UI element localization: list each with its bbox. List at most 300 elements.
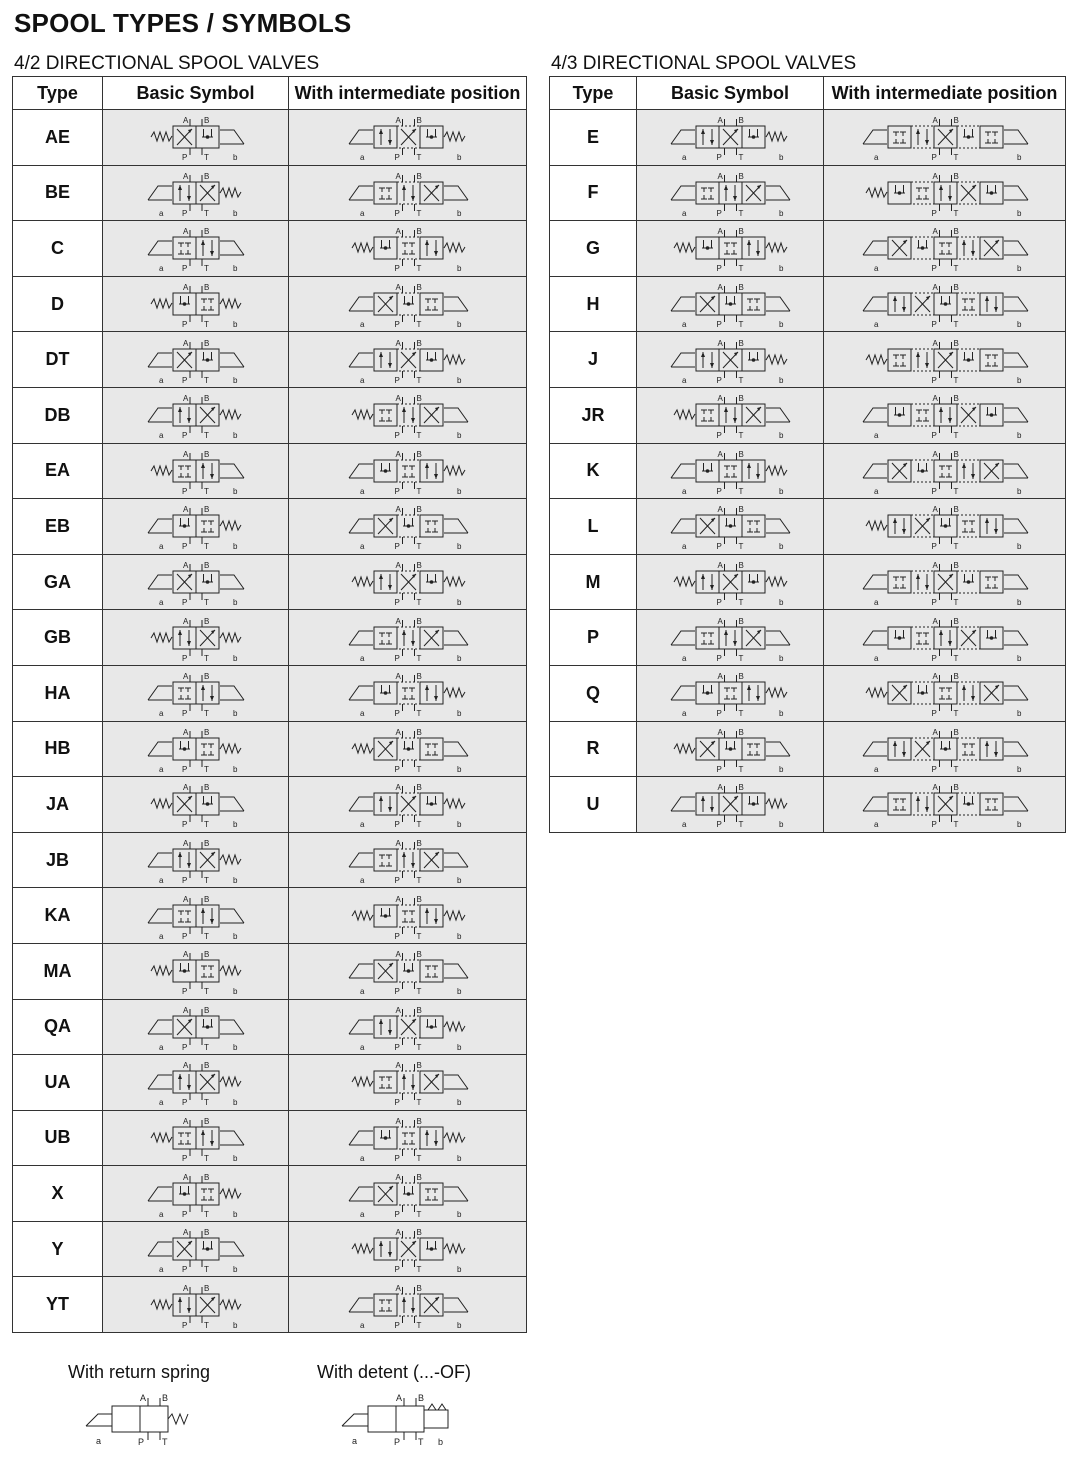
- basic-symbol-cell: [103, 1221, 289, 1277]
- return-spring-symbol-icon: [82, 1390, 202, 1450]
- svg-text:b: b: [456, 320, 461, 330]
- valve-symbol-icon: [827, 556, 1063, 608]
- svg-text:a: a: [359, 375, 364, 385]
- svg-text:b: b: [456, 153, 461, 163]
- svg-text:A: A: [932, 283, 938, 293]
- table-row: [13, 387, 527, 443]
- svg-text:B: B: [416, 449, 422, 459]
- basic-symbol-cell: [637, 165, 824, 221]
- svg-text:T: T: [416, 931, 421, 941]
- svg-text:P: P: [931, 320, 937, 330]
- svg-text:A: A: [182, 338, 188, 348]
- svg-text:B: B: [203, 449, 209, 459]
- intermediate-symbol-cell: [289, 999, 527, 1055]
- svg-text:b: b: [232, 709, 237, 719]
- legend-detent-label: With detent (...-OF): [317, 1362, 472, 1382]
- svg-text:P: P: [716, 375, 722, 385]
- svg-text:T: T: [416, 598, 421, 608]
- table-row: [550, 721, 1066, 777]
- svg-text:b: b: [232, 320, 237, 330]
- table-row: [13, 610, 527, 666]
- svg-text:a: a: [359, 208, 364, 218]
- svg-text:T: T: [738, 542, 744, 552]
- svg-text:b: b: [232, 931, 237, 941]
- spool-type-label: GA: [13, 554, 103, 610]
- valve-symbol-icon: [293, 167, 523, 219]
- valve-symbol-icon: [293, 1112, 523, 1164]
- basic-symbol-cell: [103, 276, 289, 332]
- svg-text:a: a: [873, 598, 878, 608]
- basic-symbol-cell: [103, 721, 289, 777]
- svg-text:A: A: [932, 672, 938, 682]
- svg-text:b: b: [456, 1098, 461, 1108]
- svg-text:b: b: [232, 208, 237, 218]
- svg-text:B: B: [203, 116, 209, 126]
- valve-symbol-icon: [106, 945, 286, 997]
- valve-symbol-icon: [293, 1279, 523, 1331]
- svg-text:a: a: [158, 598, 163, 608]
- svg-text:b: b: [456, 542, 461, 552]
- spool-type-label: HA: [13, 665, 103, 721]
- svg-text:B: B: [953, 394, 959, 404]
- svg-text:P: P: [716, 598, 722, 608]
- svg-text:b: b: [232, 431, 237, 441]
- svg-text:B: B: [416, 1005, 422, 1015]
- svg-text:b: b: [1016, 542, 1021, 552]
- svg-text:A: A: [395, 505, 401, 515]
- svg-text:b: b: [1016, 486, 1021, 496]
- svg-text:T: T: [203, 375, 209, 385]
- valve-symbol-icon: [106, 1001, 286, 1053]
- svg-text:B: B: [203, 283, 209, 293]
- basic-symbol-cell: [103, 665, 289, 721]
- svg-text:b: b: [1016, 709, 1021, 719]
- svg-text:a: a: [359, 1209, 364, 1219]
- svg-text:B: B: [416, 1172, 422, 1182]
- svg-text:a: a: [359, 153, 364, 163]
- svg-text:A: A: [932, 171, 938, 181]
- svg-text:a: a: [158, 709, 163, 719]
- svg-text:b: b: [456, 208, 461, 218]
- valve-symbol-icon: [827, 334, 1063, 386]
- intermediate-symbol-cell: [289, 276, 527, 332]
- svg-text:P: P: [394, 264, 400, 274]
- svg-text:b: b: [232, 653, 237, 663]
- svg-text:b: b: [232, 764, 237, 774]
- svg-text:B: B: [953, 449, 959, 459]
- svg-text:T: T: [416, 208, 421, 218]
- svg-text:T: T: [738, 820, 744, 830]
- svg-text:B: B: [416, 839, 422, 849]
- svg-text:b: b: [1016, 153, 1021, 163]
- svg-text:A: A: [395, 561, 401, 571]
- svg-text:A: A: [717, 171, 723, 181]
- svg-text:P: P: [716, 820, 722, 830]
- valve-symbol-icon: [640, 222, 820, 274]
- svg-text:b: b: [1016, 320, 1021, 330]
- svg-text:T: T: [953, 542, 958, 552]
- svg-text:P: P: [394, 764, 400, 774]
- svg-text:B: B: [203, 616, 209, 626]
- svg-text:B: B: [738, 394, 744, 404]
- table-row: [13, 332, 527, 388]
- svg-text:B: B: [203, 1283, 209, 1293]
- svg-text:A: A: [932, 616, 938, 626]
- svg-text:b: b: [456, 598, 461, 608]
- svg-text:B: B: [203, 1228, 209, 1238]
- svg-text:P: P: [394, 486, 400, 496]
- svg-text:P: P: [931, 820, 937, 830]
- valve-symbol-icon: [827, 111, 1063, 163]
- section-title-4-3: 4/3 DIRECTIONAL SPOOL VALVES: [551, 53, 857, 74]
- table-4-2-spool-valves: [12, 76, 527, 1333]
- svg-text:b: b: [456, 764, 461, 774]
- svg-text:a: a: [359, 1153, 364, 1163]
- valve-symbol-icon: [106, 167, 286, 219]
- svg-text:T: T: [203, 820, 209, 830]
- svg-text:B: B: [416, 727, 422, 737]
- basic-symbol-cell: [637, 554, 824, 610]
- valve-symbol-icon: [640, 667, 820, 719]
- basic-symbol-cell: [103, 387, 289, 443]
- svg-text:B: B: [203, 672, 209, 682]
- svg-text:P: P: [394, 1437, 401, 1447]
- svg-text:b: b: [232, 542, 237, 552]
- svg-text:b: b: [1016, 264, 1021, 274]
- svg-text:A: A: [717, 616, 723, 626]
- svg-text:B: B: [203, 1172, 209, 1182]
- svg-text:A: A: [717, 561, 723, 571]
- valve-symbol-icon: [640, 500, 820, 552]
- basic-symbol-cell: [637, 276, 824, 332]
- svg-text:a: a: [158, 208, 163, 218]
- svg-text:T: T: [416, 653, 421, 663]
- svg-text:T: T: [416, 1265, 421, 1275]
- valve-symbol-icon: [106, 778, 286, 830]
- basic-symbol-cell: [103, 1055, 289, 1111]
- svg-text:A: A: [395, 839, 401, 849]
- svg-text:B: B: [203, 839, 209, 849]
- intermediate-symbol-cell: [289, 110, 527, 166]
- svg-text:A: A: [932, 227, 938, 237]
- svg-text:B: B: [953, 116, 959, 126]
- header-intermediate-position: With intermediate position: [289, 77, 527, 110]
- svg-text:b: b: [232, 1209, 237, 1219]
- table-row: [13, 888, 527, 944]
- svg-text:A: A: [182, 394, 188, 404]
- table-row: [550, 499, 1066, 555]
- svg-text:A: A: [182, 950, 188, 960]
- svg-text:P: P: [716, 486, 722, 496]
- svg-text:P: P: [394, 1098, 400, 1108]
- svg-text:P: P: [394, 876, 400, 886]
- svg-text:T: T: [203, 486, 209, 496]
- basic-symbol-cell: [103, 221, 289, 277]
- valve-symbol-icon: [106, 1279, 286, 1331]
- svg-text:B: B: [953, 783, 959, 793]
- svg-text:T: T: [953, 598, 958, 608]
- valve-symbol-icon: [640, 556, 820, 608]
- svg-text:B: B: [162, 1393, 169, 1403]
- svg-text:P: P: [181, 987, 187, 997]
- svg-text:T: T: [203, 653, 209, 663]
- svg-text:B: B: [416, 783, 422, 793]
- svg-text:A: A: [182, 227, 188, 237]
- svg-text:P: P: [931, 208, 937, 218]
- basic-symbol-cell: [103, 777, 289, 833]
- valve-symbol-icon: [106, 389, 286, 441]
- svg-text:P: P: [181, 1153, 187, 1163]
- svg-text:a: a: [359, 486, 364, 496]
- svg-text:b: b: [779, 542, 784, 552]
- svg-text:b: b: [232, 153, 237, 163]
- svg-text:b: b: [1016, 375, 1021, 385]
- svg-text:B: B: [416, 672, 422, 682]
- svg-text:A: A: [395, 672, 401, 682]
- svg-text:B: B: [203, 1116, 209, 1126]
- intermediate-symbol-cell: [289, 332, 527, 388]
- svg-text:T: T: [953, 653, 958, 663]
- svg-text:A: A: [182, 449, 188, 459]
- svg-text:b: b: [779, 598, 784, 608]
- valve-symbol-icon: [827, 167, 1063, 219]
- intermediate-symbol-cell: [289, 554, 527, 610]
- svg-text:P: P: [716, 264, 722, 274]
- basic-symbol-cell: [637, 721, 824, 777]
- table-row: [550, 165, 1066, 221]
- svg-text:a: a: [873, 820, 878, 830]
- valve-symbol-icon: [106, 834, 286, 886]
- svg-text:A: A: [395, 283, 401, 293]
- table-row: [550, 554, 1066, 610]
- svg-text:A: A: [717, 338, 723, 348]
- svg-text:T: T: [203, 987, 209, 997]
- svg-text:B: B: [203, 505, 209, 515]
- svg-text:B: B: [953, 171, 959, 181]
- svg-text:b: b: [456, 1042, 461, 1052]
- svg-text:b: b: [1016, 208, 1021, 218]
- basic-symbol-cell: [637, 443, 824, 499]
- svg-text:P: P: [394, 208, 400, 218]
- table-row: [13, 999, 527, 1055]
- table-row: [13, 1055, 527, 1111]
- svg-text:T: T: [416, 153, 421, 163]
- svg-text:P: P: [716, 653, 722, 663]
- basic-symbol-cell: [103, 610, 289, 666]
- svg-text:B: B: [416, 394, 422, 404]
- svg-text:B: B: [738, 561, 744, 571]
- valve-symbol-icon: [640, 445, 820, 497]
- svg-text:B: B: [416, 1283, 422, 1293]
- intermediate-symbol-cell: [824, 665, 1066, 721]
- svg-text:T: T: [203, 1153, 209, 1163]
- basic-symbol-cell: [637, 221, 824, 277]
- valve-symbol-icon: [827, 612, 1063, 664]
- svg-text:T: T: [203, 320, 209, 330]
- svg-text:a: a: [682, 486, 687, 496]
- svg-text:b: b: [456, 264, 461, 274]
- svg-text:b: b: [1016, 431, 1021, 441]
- intermediate-symbol-cell: [289, 1055, 527, 1111]
- svg-text:B: B: [953, 616, 959, 626]
- svg-text:b: b: [779, 709, 784, 719]
- svg-text:B: B: [953, 727, 959, 737]
- svg-text:B: B: [416, 950, 422, 960]
- valve-symbol-icon: [640, 334, 820, 386]
- svg-text:P: P: [931, 542, 937, 552]
- svg-text:a: a: [682, 375, 687, 385]
- spool-type-label: P: [550, 610, 637, 666]
- svg-text:b: b: [232, 1098, 237, 1108]
- svg-text:P: P: [931, 264, 937, 274]
- svg-text:a: a: [158, 431, 163, 441]
- svg-text:A: A: [396, 1393, 403, 1403]
- valve-symbol-icon: [106, 556, 286, 608]
- intermediate-symbol-cell: [289, 610, 527, 666]
- svg-text:b: b: [1016, 764, 1021, 774]
- svg-text:T: T: [738, 264, 744, 274]
- valve-symbol-icon: [293, 667, 523, 719]
- svg-text:a: a: [158, 931, 163, 941]
- valve-symbol-icon: [293, 834, 523, 886]
- svg-text:b: b: [779, 320, 784, 330]
- svg-text:P: P: [181, 1042, 187, 1052]
- svg-text:a: a: [682, 153, 687, 163]
- svg-text:b: b: [456, 931, 461, 941]
- svg-text:b: b: [456, 375, 461, 385]
- spool-type-label: L: [550, 499, 637, 555]
- svg-text:P: P: [181, 876, 187, 886]
- svg-text:a: a: [359, 320, 364, 330]
- svg-text:A: A: [932, 505, 938, 515]
- spool-type-label: UA: [13, 1055, 103, 1111]
- svg-text:A: A: [717, 672, 723, 682]
- intermediate-symbol-cell: [289, 777, 527, 833]
- valve-symbol-icon: [106, 222, 286, 274]
- svg-text:T: T: [738, 208, 744, 218]
- svg-text:b: b: [779, 153, 784, 163]
- valve-symbol-icon: [827, 222, 1063, 274]
- intermediate-symbol-cell: [289, 1166, 527, 1222]
- table-row: [13, 721, 527, 777]
- svg-text:P: P: [181, 820, 187, 830]
- spool-type-label: H: [550, 276, 637, 332]
- table-row: [13, 499, 527, 555]
- svg-text:B: B: [738, 505, 744, 515]
- svg-text:T: T: [203, 153, 209, 163]
- svg-text:B: B: [738, 449, 744, 459]
- svg-text:a: a: [96, 1436, 102, 1446]
- intermediate-symbol-cell: [824, 554, 1066, 610]
- valve-symbol-icon: [827, 667, 1063, 719]
- svg-text:T: T: [416, 264, 421, 274]
- spool-type-label: MA: [13, 943, 103, 999]
- svg-text:T: T: [953, 486, 958, 496]
- svg-text:a: a: [682, 820, 687, 830]
- svg-text:P: P: [394, 1209, 400, 1219]
- valve-symbol-icon: [640, 389, 820, 441]
- svg-text:b: b: [1016, 820, 1021, 830]
- svg-text:T: T: [203, 542, 209, 552]
- svg-text:A: A: [182, 1172, 188, 1182]
- svg-text:B: B: [738, 616, 744, 626]
- svg-text:T: T: [203, 1265, 209, 1275]
- svg-text:A: A: [182, 894, 188, 904]
- intermediate-symbol-cell: [824, 721, 1066, 777]
- basic-symbol-cell: [103, 332, 289, 388]
- svg-text:T: T: [203, 598, 209, 608]
- svg-text:P: P: [181, 598, 187, 608]
- svg-text:A: A: [717, 449, 723, 459]
- svg-text:P: P: [394, 431, 400, 441]
- svg-text:T: T: [953, 208, 958, 218]
- basic-symbol-cell: [103, 499, 289, 555]
- svg-text:T: T: [953, 820, 958, 830]
- svg-text:B: B: [738, 672, 744, 682]
- svg-text:A: A: [932, 561, 938, 571]
- svg-text:b: b: [456, 820, 461, 830]
- spool-type-label: YT: [13, 1277, 103, 1333]
- svg-text:T: T: [953, 375, 958, 385]
- svg-text:a: a: [158, 1098, 163, 1108]
- svg-text:A: A: [395, 783, 401, 793]
- svg-text:T: T: [953, 431, 958, 441]
- svg-text:T: T: [416, 375, 421, 385]
- valve-symbol-icon: [293, 1223, 523, 1275]
- basic-symbol-cell: [103, 443, 289, 499]
- basic-symbol-cell: [637, 332, 824, 388]
- table-header-row: [550, 77, 1066, 110]
- svg-text:T: T: [203, 1098, 209, 1108]
- intermediate-symbol-cell: [289, 443, 527, 499]
- svg-text:P: P: [931, 653, 937, 663]
- valve-symbol-icon: [106, 890, 286, 942]
- svg-text:T: T: [416, 1098, 421, 1108]
- svg-text:B: B: [738, 116, 744, 126]
- svg-text:b: b: [232, 820, 237, 830]
- valve-symbol-icon: [827, 778, 1063, 830]
- svg-text:b: b: [779, 820, 784, 830]
- table-row: [13, 665, 527, 721]
- table-row: [13, 443, 527, 499]
- basic-symbol-cell: [103, 165, 289, 221]
- basic-symbol-cell: [103, 110, 289, 166]
- table-row: [13, 943, 527, 999]
- table-row: [13, 110, 527, 166]
- svg-text:B: B: [738, 727, 744, 737]
- svg-text:A: A: [717, 116, 723, 126]
- intermediate-symbol-cell: [289, 499, 527, 555]
- svg-text:T: T: [953, 764, 958, 774]
- svg-text:B: B: [416, 894, 422, 904]
- svg-text:P: P: [394, 153, 400, 163]
- svg-text:A: A: [932, 338, 938, 348]
- svg-text:P: P: [181, 931, 187, 941]
- svg-text:b: b: [456, 876, 461, 886]
- svg-text:b: b: [438, 1437, 444, 1447]
- intermediate-symbol-cell: [824, 499, 1066, 555]
- svg-text:b: b: [232, 1320, 237, 1330]
- svg-text:A: A: [182, 1061, 188, 1071]
- svg-text:B: B: [738, 171, 744, 181]
- svg-text:T: T: [416, 1320, 421, 1330]
- intermediate-symbol-cell: [289, 387, 527, 443]
- svg-text:T: T: [203, 931, 209, 941]
- spool-type-label: G: [550, 221, 637, 277]
- svg-text:a: a: [359, 1042, 364, 1052]
- svg-text:a: a: [873, 486, 878, 496]
- basic-symbol-cell: [103, 1277, 289, 1333]
